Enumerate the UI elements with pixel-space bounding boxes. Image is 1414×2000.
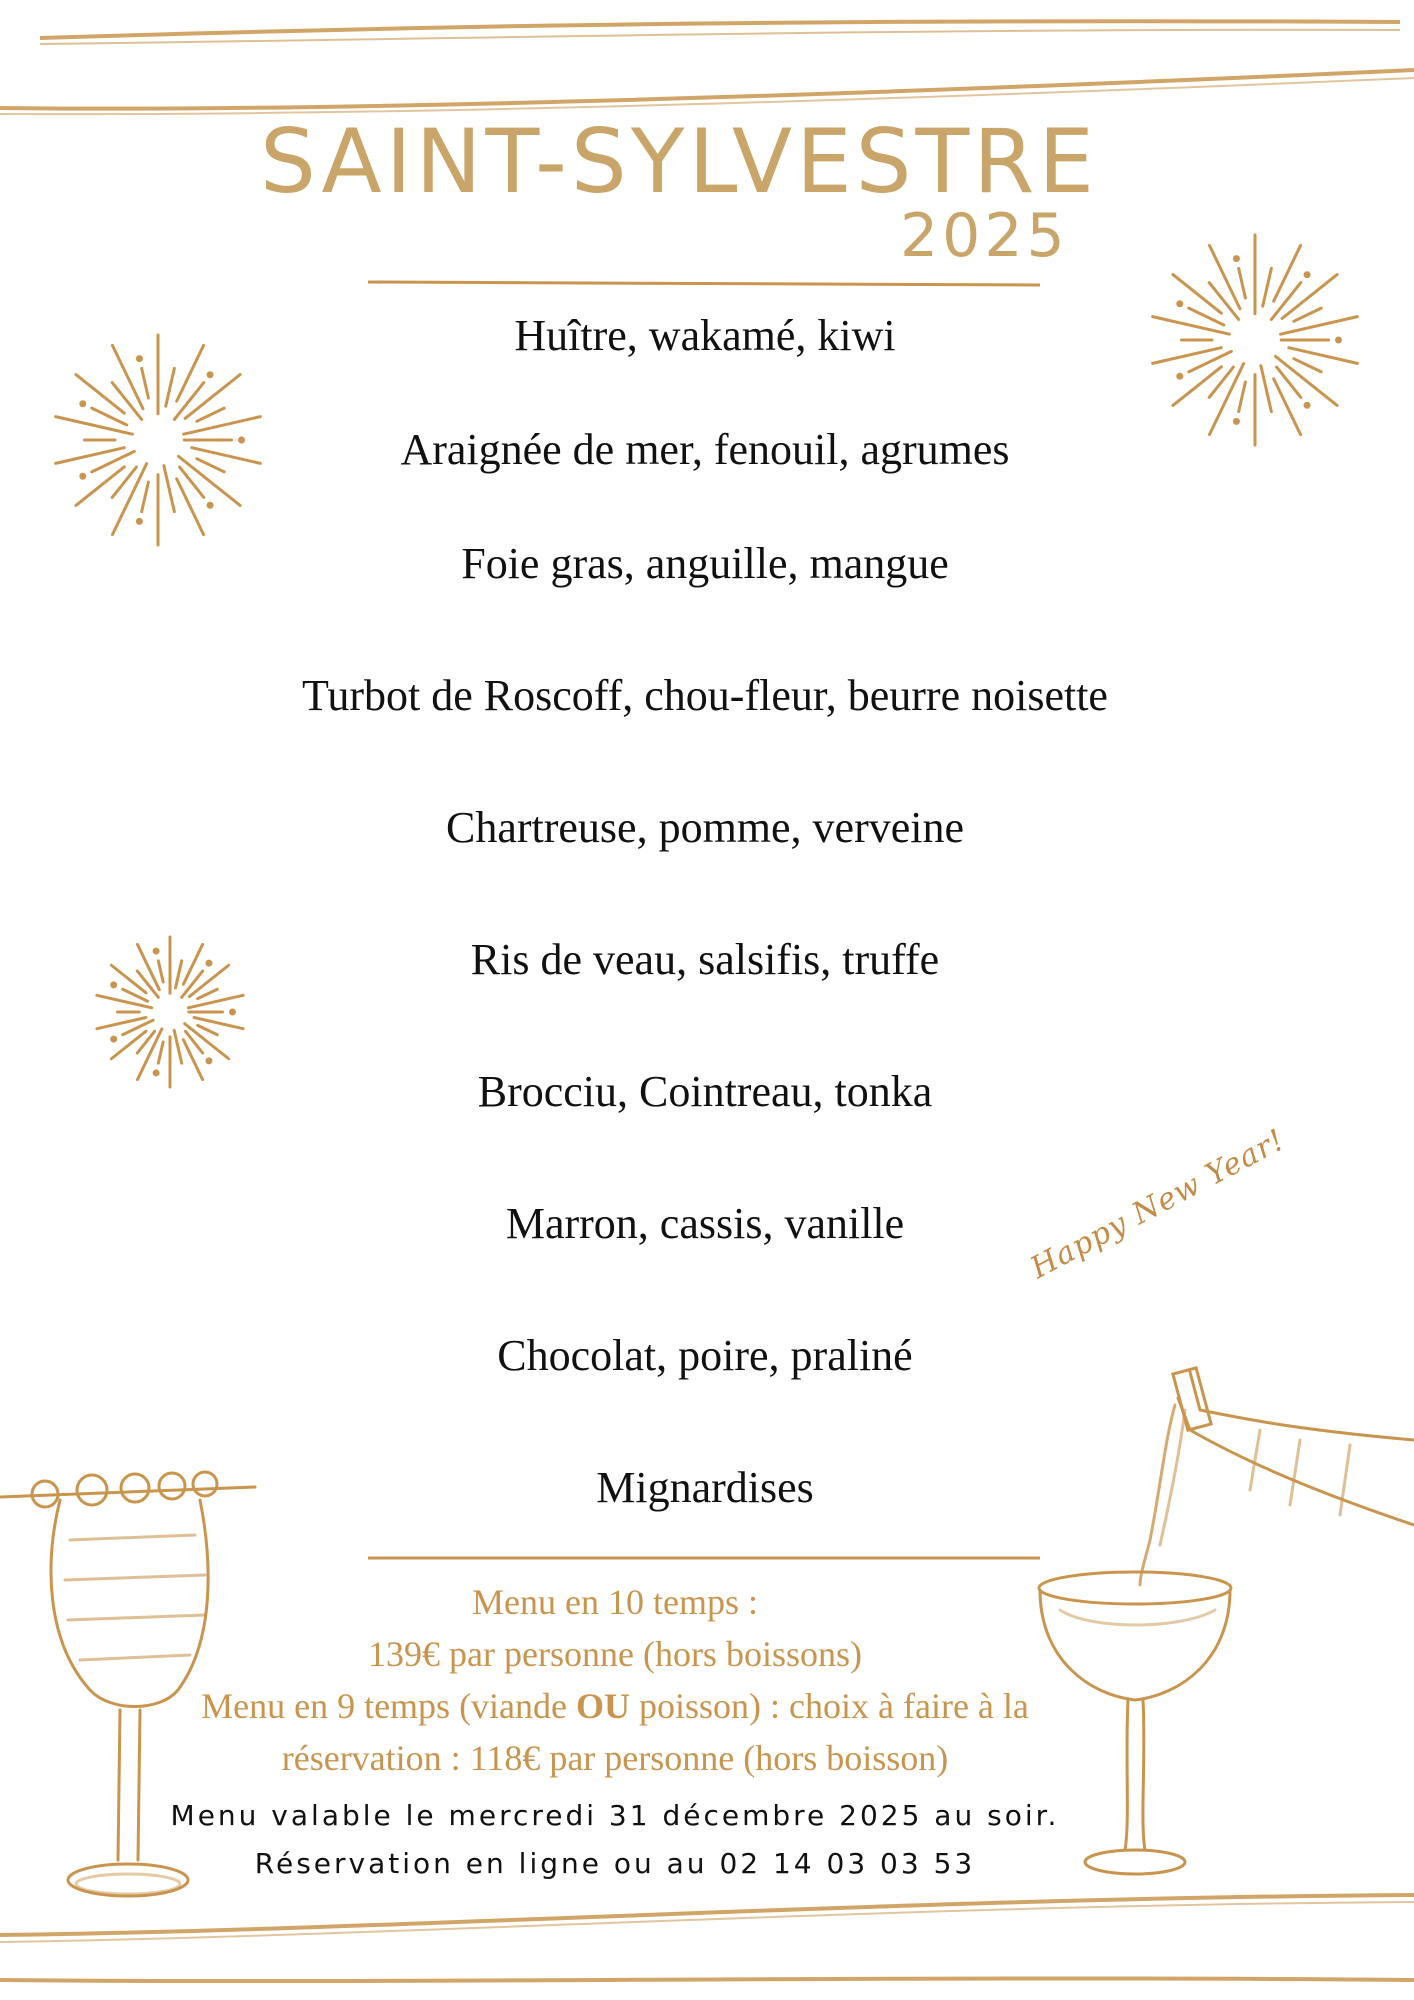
dish-item: Marron, cassis, vanille <box>505 1199 905 1248</box>
reservation-note: Réservation en ligne ou au 02 14 03 03 53 <box>254 1847 976 1880</box>
menu-year: 2025 <box>900 201 1069 271</box>
dish-item: Chocolat, poire, praliné <box>497 1331 913 1380</box>
price-line-1: Menu en 10 temps : <box>472 1582 758 1622</box>
dish-item: Araignée de mer, fenouil, agrumes <box>400 425 1010 474</box>
dish-item: Mignardises <box>596 1463 814 1512</box>
menu-title: SAINT-SYLVESTRE <box>260 110 1099 213</box>
dish-item: Turbot de Roscoff, chou-fleur, beurre noisette <box>302 671 1108 720</box>
dish-item: Chartreuse, pomme, verveine <box>445 803 965 852</box>
dish-item: Huître, wakamé, kiwi <box>514 311 896 360</box>
dish-item: Foie gras, anguille, mangue <box>461 539 949 588</box>
price-line-4: réservation : 118€ par personne (hors boisson) <box>281 1738 949 1778</box>
price-line-2: 139€ par personne (hors boissons) <box>368 1634 862 1674</box>
validity-note: Menu valable le mercredi 31 décembre 2025 au soir. <box>170 1799 1060 1832</box>
cocktail-glass-icon <box>0 1472 255 1896</box>
dish-item: Ris de veau, salsifis, truffe <box>470 935 940 984</box>
happy-new-year-text: Happy New Year! <box>1025 1122 1291 1286</box>
price-line-3: Menu en 9 temps (viande OU poisson) : choix à faire à la <box>201 1686 1029 1726</box>
dish-item: Brocciu, Cointreau, tonka <box>477 1067 933 1116</box>
bold-or: OU <box>576 1686 631 1726</box>
